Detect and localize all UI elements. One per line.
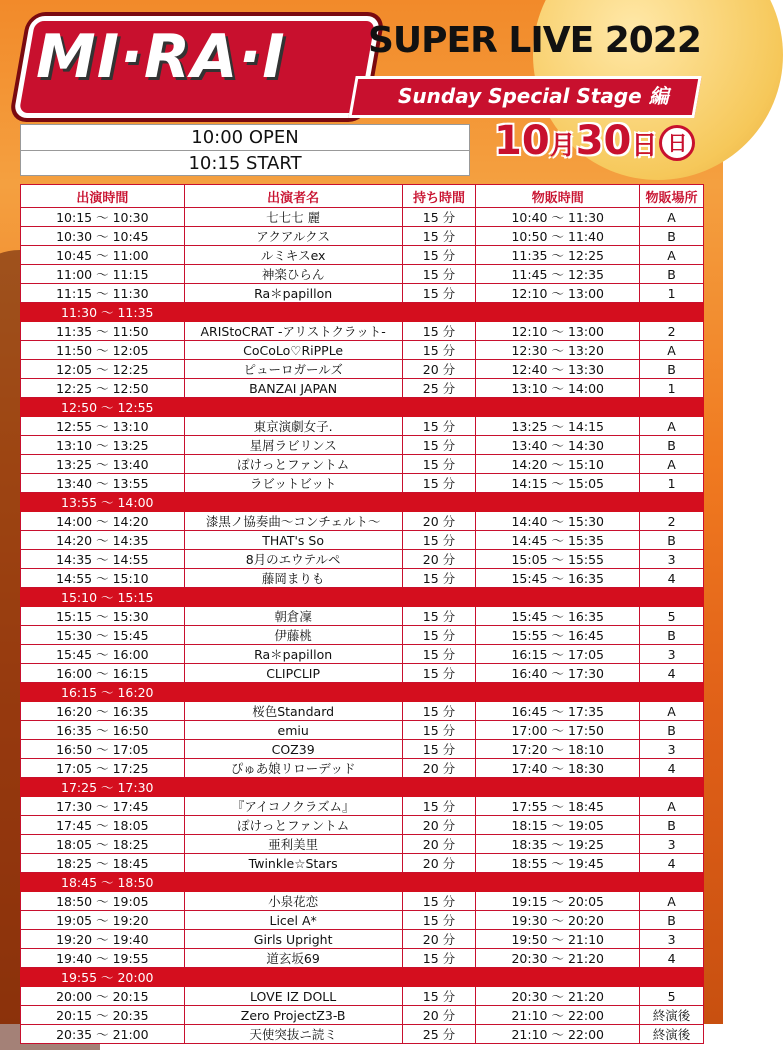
- performer-name: 朝倉凜: [184, 607, 402, 626]
- performer-name: Licel A*: [184, 911, 402, 930]
- duration: 15 分: [402, 987, 476, 1006]
- table-row: [21, 360, 704, 379]
- performer-name: 小泉花恋: [184, 892, 402, 911]
- sales-place: 終演後: [640, 1006, 704, 1025]
- table-row: [21, 607, 704, 626]
- duration: 15 分: [402, 341, 476, 360]
- break-row: [21, 398, 704, 417]
- sales-place: B: [640, 816, 704, 835]
- sales-time: 15:05 ～ 15:55: [476, 550, 640, 569]
- table-row: [21, 1025, 704, 1044]
- duration: 15 分: [402, 645, 476, 664]
- performer-name: アクアルクス: [184, 227, 402, 246]
- performance-time: 15:45 ～ 16:00: [21, 645, 185, 664]
- duration: 15 分: [402, 474, 476, 493]
- break-time: 15:10 ～ 15:15: [21, 588, 704, 607]
- date-weekday: 日: [659, 125, 695, 161]
- duration: 15 分: [402, 227, 476, 246]
- performer-name: Zero ProjectZ3-B: [184, 1006, 402, 1025]
- event-subtitle: Sunday Special Stage 編: [398, 84, 669, 108]
- sales-place: 3: [640, 550, 704, 569]
- sales-place: 3: [640, 930, 704, 949]
- performance-time: 16:50 ～ 17:05: [21, 740, 185, 759]
- table-row: [21, 664, 704, 683]
- duration: 15 分: [402, 721, 476, 740]
- performance-time: 14:00 ～ 14:20: [21, 512, 185, 531]
- sales-time: 12:10 ～ 13:00: [476, 322, 640, 341]
- sales-place: A: [640, 341, 704, 360]
- table-row: [21, 854, 704, 873]
- break-row: [21, 968, 704, 987]
- table-row: [21, 702, 704, 721]
- table-row: [21, 417, 704, 436]
- performance-time: 10:45 ～ 11:00: [21, 246, 185, 265]
- performer-name: THAT's So: [184, 531, 402, 550]
- break-time: 11:30 ～ 11:35: [21, 303, 704, 322]
- performer-name: 東京演劇女子.: [184, 417, 402, 436]
- sales-time: 10:50 ～ 11:40: [476, 227, 640, 246]
- sales-time: 16:40 ～ 17:30: [476, 664, 640, 683]
- table-row: [21, 531, 704, 550]
- performance-time: 20:00 ～ 20:15: [21, 987, 185, 1006]
- performance-time: 13:40 ～ 13:55: [21, 474, 185, 493]
- table-row: [21, 892, 704, 911]
- sales-time: 19:30 ～ 20:20: [476, 911, 640, 930]
- duration: 15 分: [402, 740, 476, 759]
- sales-time: 17:20 ～ 18:10: [476, 740, 640, 759]
- sales-time: 13:40 ～ 14:30: [476, 436, 640, 455]
- performance-time: 11:50 ～ 12:05: [21, 341, 185, 360]
- table-row: [21, 759, 704, 778]
- sales-place: 1: [640, 284, 704, 303]
- performance-time: 11:00 ～ 11:15: [21, 265, 185, 284]
- performer-name: 漆黒ノ協奏曲～コンチェルト～: [184, 512, 402, 531]
- sales-time: 18:15 ～ 19:05: [476, 816, 640, 835]
- break-time: 19:55 ～ 20:00: [21, 968, 704, 987]
- sales-time: 15:45 ～ 16:35: [476, 569, 640, 588]
- event-title: SUPER LIVE 2022: [368, 20, 701, 61]
- col-header-sales-time: 物販時間: [476, 185, 640, 208]
- duration: 20 分: [402, 360, 476, 379]
- col-header-duration: 持ち時間: [402, 185, 476, 208]
- table-row: [21, 512, 704, 531]
- sales-place: A: [640, 455, 704, 474]
- duration: 15 分: [402, 569, 476, 588]
- performer-name: ルミキスex: [184, 246, 402, 265]
- sales-time: 17:00 ～ 17:50: [476, 721, 640, 740]
- sales-place: B: [640, 360, 704, 379]
- duration: 20 分: [402, 1006, 476, 1025]
- performer-name: ぽけっとファントム: [184, 816, 402, 835]
- performer-name: BANZAI JAPAN: [184, 379, 402, 398]
- performer-name: 天使突抜ニ読ミ: [184, 1025, 402, 1044]
- table-row: [21, 797, 704, 816]
- sales-place: A: [640, 892, 704, 911]
- performance-time: 16:20 ～ 16:35: [21, 702, 185, 721]
- performer-name: CoCoLo♡RiPPLe: [184, 341, 402, 360]
- performance-time: 11:15 ～ 11:30: [21, 284, 185, 303]
- duration: 20 分: [402, 550, 476, 569]
- duration: 15 分: [402, 284, 476, 303]
- table-row: [21, 550, 704, 569]
- sales-place: 3: [640, 835, 704, 854]
- break-row: [21, 493, 704, 512]
- sales-place: A: [640, 417, 704, 436]
- duration: 15 分: [402, 911, 476, 930]
- sales-place: B: [640, 436, 704, 455]
- sales-time: 16:15 ～ 17:05: [476, 645, 640, 664]
- table-row: [21, 949, 704, 968]
- col-header-time: 出演時間: [21, 185, 185, 208]
- sales-place: 3: [640, 740, 704, 759]
- performance-time: 19:20 ～ 19:40: [21, 930, 185, 949]
- duration: 15 分: [402, 246, 476, 265]
- table-row: [21, 987, 704, 1006]
- sales-time: 18:55 ～ 19:45: [476, 854, 640, 873]
- break-row: [21, 588, 704, 607]
- start-time: 10:15 START: [188, 153, 302, 174]
- sales-time: 21:10 ～ 22:00: [476, 1006, 640, 1025]
- table-row: [21, 835, 704, 854]
- table-row: [21, 455, 704, 474]
- sales-place: A: [640, 702, 704, 721]
- table-row: [21, 379, 704, 398]
- performer-name: ピューロガールズ: [184, 360, 402, 379]
- performance-time: 17:30 ～ 17:45: [21, 797, 185, 816]
- duration: 15 分: [402, 455, 476, 474]
- duration: 20 分: [402, 854, 476, 873]
- performance-time: 10:30 ～ 10:45: [21, 227, 185, 246]
- duration: 15 分: [402, 702, 476, 721]
- table-header-row: [21, 185, 704, 208]
- performance-time: 10:15 ～ 10:30: [21, 208, 185, 227]
- sales-time: 19:50 ～ 21:10: [476, 930, 640, 949]
- table-row: [21, 1006, 704, 1025]
- performance-time: 16:35 ～ 16:50: [21, 721, 185, 740]
- performer-name: ARIStoCRAT -アリストクラット-: [184, 322, 402, 341]
- sales-place: 5: [640, 987, 704, 1006]
- performance-time: 14:35 ～ 14:55: [21, 550, 185, 569]
- break-time: 13:55 ～ 14:00: [21, 493, 704, 512]
- performer-name: 8月のエウテルペ: [184, 550, 402, 569]
- date-day: 30: [575, 118, 632, 164]
- sales-place: 4: [640, 949, 704, 968]
- break-row: [21, 683, 704, 702]
- performance-time: 15:30 ～ 15:45: [21, 626, 185, 645]
- performer-name: ぴゅあ娘リローデッド: [184, 759, 402, 778]
- break-time: 12:50 ～ 12:55: [21, 398, 704, 417]
- sales-time: 12:40 ～ 13:30: [476, 360, 640, 379]
- sales-time: 17:55 ～ 18:45: [476, 797, 640, 816]
- performance-time: 12:05 ～ 12:25: [21, 360, 185, 379]
- sales-time: 16:45 ～ 17:35: [476, 702, 640, 721]
- table-row: [21, 930, 704, 949]
- break-row: [21, 873, 704, 892]
- performance-time: 19:40 ～ 19:55: [21, 949, 185, 968]
- sales-time: 19:15 ～ 20:05: [476, 892, 640, 911]
- sales-time: 15:55 ～ 16:45: [476, 626, 640, 645]
- sales-place: A: [640, 208, 704, 227]
- sales-place: A: [640, 797, 704, 816]
- sales-time: 17:40 ～ 18:30: [476, 759, 640, 778]
- performer-name: ラビットビット: [184, 474, 402, 493]
- performance-time: 12:25 ～ 12:50: [21, 379, 185, 398]
- performer-name: 伊藤桃: [184, 626, 402, 645]
- sales-place: 2: [640, 512, 704, 531]
- table-row: [21, 740, 704, 759]
- duration: 20 分: [402, 759, 476, 778]
- table-row: [21, 721, 704, 740]
- sales-time: 12:30 ～ 13:20: [476, 341, 640, 360]
- performer-name: Ra＊papillon: [184, 284, 402, 303]
- table-row: [21, 284, 704, 303]
- sales-time: 20:30 ～ 21:20: [476, 987, 640, 1006]
- sales-time: 13:25 ～ 14:15: [476, 417, 640, 436]
- sales-place: 終演後: [640, 1025, 704, 1044]
- performer-name: COZ39: [184, 740, 402, 759]
- open-time: 10:00 OPEN: [21, 125, 469, 151]
- date-day-unit: 日: [631, 131, 658, 161]
- date-month: 10: [494, 118, 550, 164]
- duration: 15 分: [402, 607, 476, 626]
- sales-place: B: [640, 721, 704, 740]
- performance-time: 20:35 ～ 21:00: [21, 1025, 185, 1044]
- table-row: [21, 341, 704, 360]
- duration: 15 分: [402, 949, 476, 968]
- sales-place: 4: [640, 854, 704, 873]
- performer-name: 七七七 麗: [184, 208, 402, 227]
- header: [0, 0, 723, 118]
- performer-name: LOVE IZ DOLL: [184, 987, 402, 1006]
- sales-place: B: [640, 626, 704, 645]
- performance-time: 13:25 ～ 13:40: [21, 455, 185, 474]
- col-header-performer: 出演者名: [184, 185, 402, 208]
- break-time: 17:25 ～ 17:30: [21, 778, 704, 797]
- event-date: [494, 118, 695, 164]
- duration: 15 分: [402, 797, 476, 816]
- break-row: [21, 303, 704, 322]
- table-row: [21, 569, 704, 588]
- table-row: [21, 816, 704, 835]
- sales-place: 4: [640, 759, 704, 778]
- table-row: [21, 208, 704, 227]
- performance-time: 17:05 ～ 17:25: [21, 759, 185, 778]
- sales-time: 20:30 ～ 21:20: [476, 949, 640, 968]
- performance-time: 19:05 ～ 19:20: [21, 911, 185, 930]
- performer-name: CLIPCLIP: [184, 664, 402, 683]
- sales-place: B: [640, 227, 704, 246]
- performance-time: 11:35 ～ 11:50: [21, 322, 185, 341]
- duration: 15 分: [402, 626, 476, 645]
- duration: 15 分: [402, 208, 476, 227]
- sales-place: 5: [640, 607, 704, 626]
- schedule-table: [20, 184, 704, 1044]
- duration: 15 分: [402, 531, 476, 550]
- duration: 20 分: [402, 512, 476, 531]
- duration: 15 分: [402, 265, 476, 284]
- duration: 15 分: [402, 436, 476, 455]
- performer-name: Twinkle☆Stars: [184, 854, 402, 873]
- table-row: [21, 227, 704, 246]
- logo-text: MI·RA·I: [36, 22, 286, 92]
- performer-name: Ra＊papillon: [184, 645, 402, 664]
- duration: 15 分: [402, 892, 476, 911]
- performance-time: 13:10 ～ 13:25: [21, 436, 185, 455]
- sales-place: B: [640, 265, 704, 284]
- duration: 15 分: [402, 664, 476, 683]
- performer-name: Girls Upright: [184, 930, 402, 949]
- duration: 15 分: [402, 417, 476, 436]
- table-row: [21, 911, 704, 930]
- break-time: 16:15 ～ 16:20: [21, 683, 704, 702]
- duration: 20 分: [402, 930, 476, 949]
- performance-time: 17:45 ～ 18:05: [21, 816, 185, 835]
- schedule-body: [21, 208, 704, 1044]
- sales-time: 14:40 ～ 15:30: [476, 512, 640, 531]
- sales-time: 15:45 ～ 16:35: [476, 607, 640, 626]
- performance-time: 18:05 ～ 18:25: [21, 835, 185, 854]
- sales-time: 14:45 ～ 15:35: [476, 531, 640, 550]
- performer-name: emiu: [184, 721, 402, 740]
- sales-place: 2: [640, 322, 704, 341]
- performance-time: 18:25 ～ 18:45: [21, 854, 185, 873]
- table-row: [21, 436, 704, 455]
- table-row: [21, 265, 704, 284]
- sales-time: 14:20 ～ 15:10: [476, 455, 640, 474]
- sales-time: 10:40 ～ 11:30: [476, 208, 640, 227]
- table-row: [21, 474, 704, 493]
- duration: 20 分: [402, 816, 476, 835]
- performance-time: 18:50 ～ 19:05: [21, 892, 185, 911]
- table-row: [21, 246, 704, 265]
- performer-name: 藤岡まりも: [184, 569, 402, 588]
- break-time: 18:45 ～ 18:50: [21, 873, 704, 892]
- sales-place: 1: [640, 474, 704, 493]
- sales-time: 11:35 ～ 12:25: [476, 246, 640, 265]
- performer-name: 星屑ラビリンス: [184, 436, 402, 455]
- col-header-sales-place: 物販場所: [640, 185, 704, 208]
- open-start-box: [20, 124, 470, 176]
- performance-time: 12:55 ～ 13:10: [21, 417, 185, 436]
- performer-name: 道玄坂69: [184, 949, 402, 968]
- sales-place: 4: [640, 569, 704, 588]
- sales-time: 12:10 ～ 13:00: [476, 284, 640, 303]
- table-row: [21, 322, 704, 341]
- performer-name: ぽけっとファントム: [184, 455, 402, 474]
- sales-place: 4: [640, 664, 704, 683]
- sales-time: 18:35 ～ 19:25: [476, 835, 640, 854]
- sales-time: 11:45 ～ 12:35: [476, 265, 640, 284]
- performance-time: 14:55 ～ 15:10: [21, 569, 185, 588]
- date-month-unit: 月: [549, 131, 576, 161]
- performance-time: 20:15 ～ 20:35: [21, 1006, 185, 1025]
- table-row: [21, 626, 704, 645]
- sales-time: 14:15 ～ 15:05: [476, 474, 640, 493]
- table-row: [21, 645, 704, 664]
- sales-place: 3: [640, 645, 704, 664]
- performer-name: 神楽ひらん: [184, 265, 402, 284]
- sales-place: B: [640, 911, 704, 930]
- performer-name: 『アイコノクラズム』: [184, 797, 402, 816]
- duration: 25 分: [402, 1025, 476, 1044]
- sales-place: B: [640, 531, 704, 550]
- sales-place: 1: [640, 379, 704, 398]
- performance-time: 16:00 ～ 16:15: [21, 664, 185, 683]
- performance-time: 15:15 ～ 15:30: [21, 607, 185, 626]
- performer-name: 亜利美里: [184, 835, 402, 854]
- duration: 25 分: [402, 379, 476, 398]
- performance-time: 14:20 ～ 14:35: [21, 531, 185, 550]
- break-row: [21, 778, 704, 797]
- sales-place: A: [640, 246, 704, 265]
- duration: 20 分: [402, 835, 476, 854]
- sales-time: 21:10 ～ 22:00: [476, 1025, 640, 1044]
- sales-time: 13:10 ～ 14:00: [476, 379, 640, 398]
- duration: 15 分: [402, 322, 476, 341]
- performer-name: 桜色Standard: [184, 702, 402, 721]
